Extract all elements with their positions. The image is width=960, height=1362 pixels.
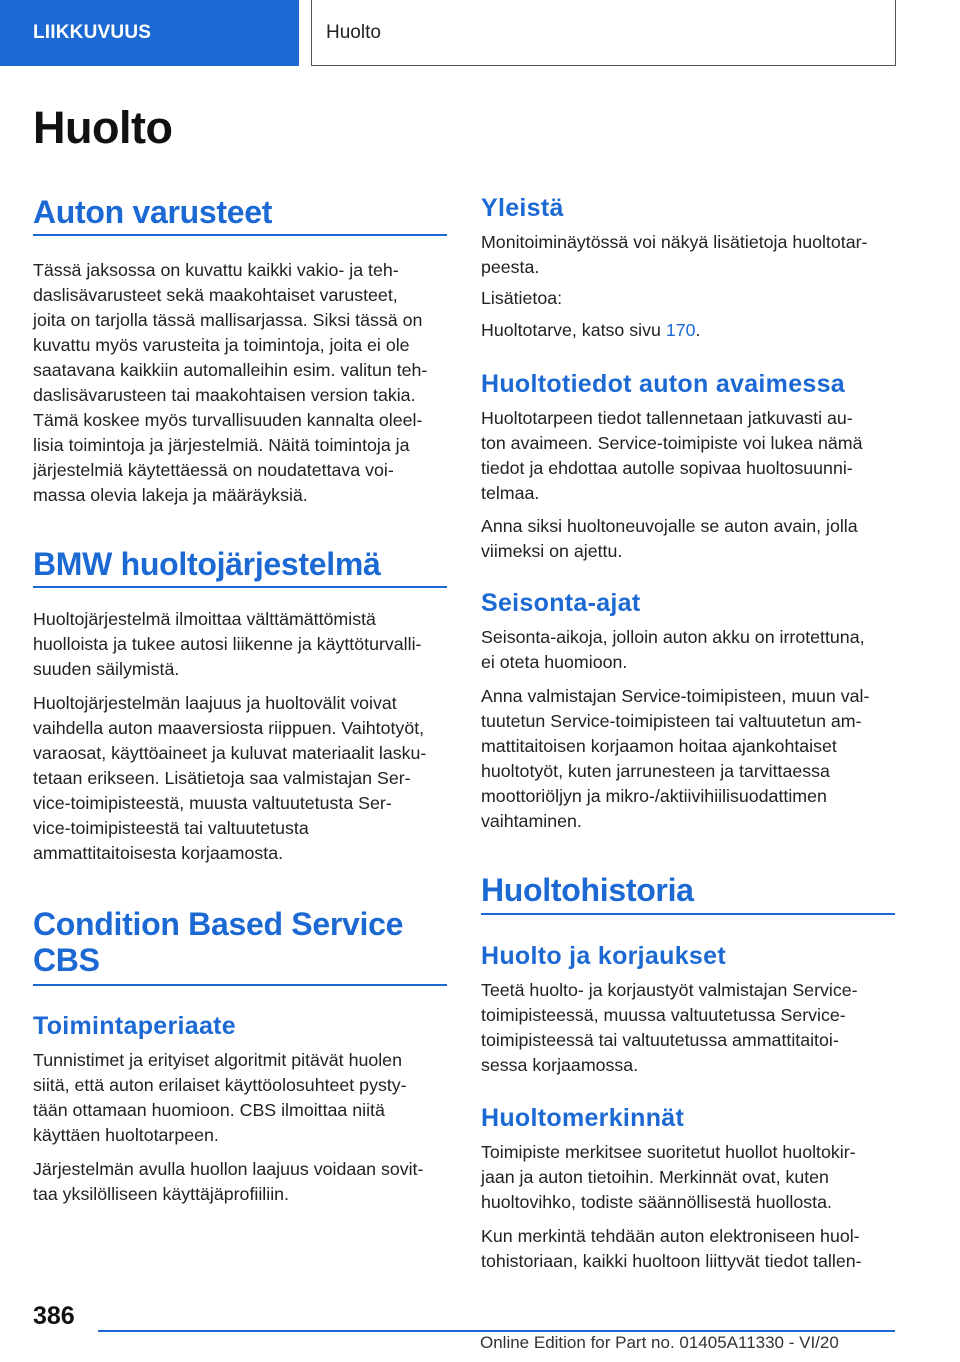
paragraph-merkinnat-2: Kun merkintä tehdään auton elektroniseen huol- tohistoriaan, kaikki huoltoon liittyvät tiedot tallen- — [481, 1226, 862, 1271]
edition-note: Online Edition for Part no. 01405A11330 - VI/20 — [480, 1333, 839, 1352]
paragraph-cbs-2: Järjestelmän avulla huollon laajuus voidaan sovit- taa yksilölliseen käyttäjäprofiiliin. — [33, 1159, 424, 1204]
heading-auton-varusteet: Auton varusteet — [33, 194, 273, 230]
paragraph-cbs-1: Tunnistimet ja erityiset algoritmit pitävät huolen siitä, että auton erilaiset käyttöolosuhteet pysty- tään ottamaan huomioon. CBS ilmoittaa niitä käyttäen huoltotarpeen. — [33, 1050, 407, 1145]
heading-rule — [33, 586, 447, 588]
paragraph-merkinnat-1: Toimipiste merkitsee suoritetut huollot huoltokir- jaan ja auton tietoihin. Merkinnät ovat, kuten huoltovihko, todiste säännöllisestä huollosta. — [481, 1142, 856, 1212]
chapter-title: Huolto — [311, 0, 896, 66]
heading-rule — [33, 984, 447, 986]
heading-rule — [33, 234, 447, 236]
heading-bmw-huoltojarjestelma: BMW huoltojärjestelmä — [33, 546, 381, 582]
page-header — [0, 0, 960, 66]
heading-toimintaperiaate: Toimintaperiaate — [33, 1012, 236, 1040]
heading-cbs: Condition Based Service CBS — [33, 906, 404, 978]
heading-huoltomerkinnat: Huoltomerkinnät — [481, 1104, 685, 1132]
footer-rule — [98, 1330, 895, 1332]
paragraph-huolto-1: Huoltojärjestelmä ilmoittaa välttämättömistä huolloista ja tukee autosi liikenne ja käyttöturvalli- suuden säilymistä. — [33, 609, 422, 679]
paragraph-avaimessa-1: Huoltotarpeen tiedot tallennetaan jatkuvasti au- ton avaimeen. Service-toimipiste voi lukea nämä tiedot ja ehdottaa autolle sopivaa huoltosuunni- telmaa. — [481, 408, 863, 503]
paragraph-auton-varusteet: Tässä jaksossa on kuvattu kaikki vakio- ja teh- daslisävarusteet sekä maakohtaiset varusteet, joita on tarjolla tässä mallisarjassa. Siksi tässä on kuvattu myös varusteita ja toimintoja, joita ei ole saatavana kaikkiin automalleihin esim. valitun teh- daslisävarusteen tai maakohtaisen version takia. Tämä koskee myös turvallisuuden kannalta oleel- lisia toimintoja ja järjestelmiä. Näitä toimintoja ja järjestelmiä käytettäessä on noudatettava voi- massa olevia lakeja ja määräyksiä. — [33, 260, 428, 505]
paragraph-avaimessa-2: Anna siksi huoltoneuvojalle se auton avain, jolla viimeksi on ajettu. — [481, 516, 858, 561]
paragraph-huolto-2: Huoltojärjestelmän laajuus ja huoltovälit voivat vaihdella auton maaversiosta riippuen. Vaihtotyöt, varaosat, käyttöaineet ja kuluvat materiaalit lasku- tetaan erikseen. Lisätietoja saa valmistajan Ser- vice-toimipisteestä, muusta valtuutetusta Ser- vice-toimipisteestä tai valtuutetusta ammattitaitoisesta korjaamosta. — [33, 693, 427, 863]
paragraph-yleista-3: Huoltotarve, katso sivu 170. — [481, 320, 701, 340]
heading-yleista: Yleistä — [481, 194, 564, 222]
paragraph-seisonta-1: Seisonta-aikoja, jolloin auton akku on irrotettuna, ei oteta huomioon. — [481, 627, 865, 672]
section-tab[interactable]: LIIKKUVUUS — [0, 0, 299, 66]
paragraph-korjaukset: Teetä huolto- ja korjaustyöt valmistajan Service- toimipisteessä, muussa valtuutetussa Service- toimipisteessä tai valtuutetussa ammattitaitoi- sessa korjaamossa. — [481, 980, 858, 1075]
heading-rule — [481, 913, 895, 915]
page-link-170[interactable]: 170 — [665, 320, 696, 340]
heading-huoltohistoria: Huoltohistoria — [481, 872, 694, 908]
paragraph-yleista-2: Lisätietoa: — [481, 288, 563, 308]
heading-huoltotiedot-avaimessa: Huoltotiedot auton avaimessa — [481, 370, 846, 398]
paragraph-yleista-1: Monitoiminäytössä voi näkyä lisätietoja huoltotar- peesta. — [481, 232, 868, 277]
paragraph-seisonta-2: Anna valmistajan Service-toimipisteen, muun val- tuutetun Service-toimipisteen tai valtuutetun am- mattitaitoisen korjaamon hoitaa ajankohtaiset huoltotyöt, kuten jarrunesteen ja tarvittaessa moottoriöljyn ja mikro-/aktiivihiilisuodattimen vaihtaminen. — [481, 686, 870, 831]
heading-huolto-ja-korjaukset: Huolto ja korjaukset — [481, 942, 726, 970]
heading-seisonta-ajat: Seisonta-ajat — [481, 589, 641, 617]
page-title: Huolto — [33, 102, 173, 153]
page-number: 386 — [33, 1302, 75, 1330]
